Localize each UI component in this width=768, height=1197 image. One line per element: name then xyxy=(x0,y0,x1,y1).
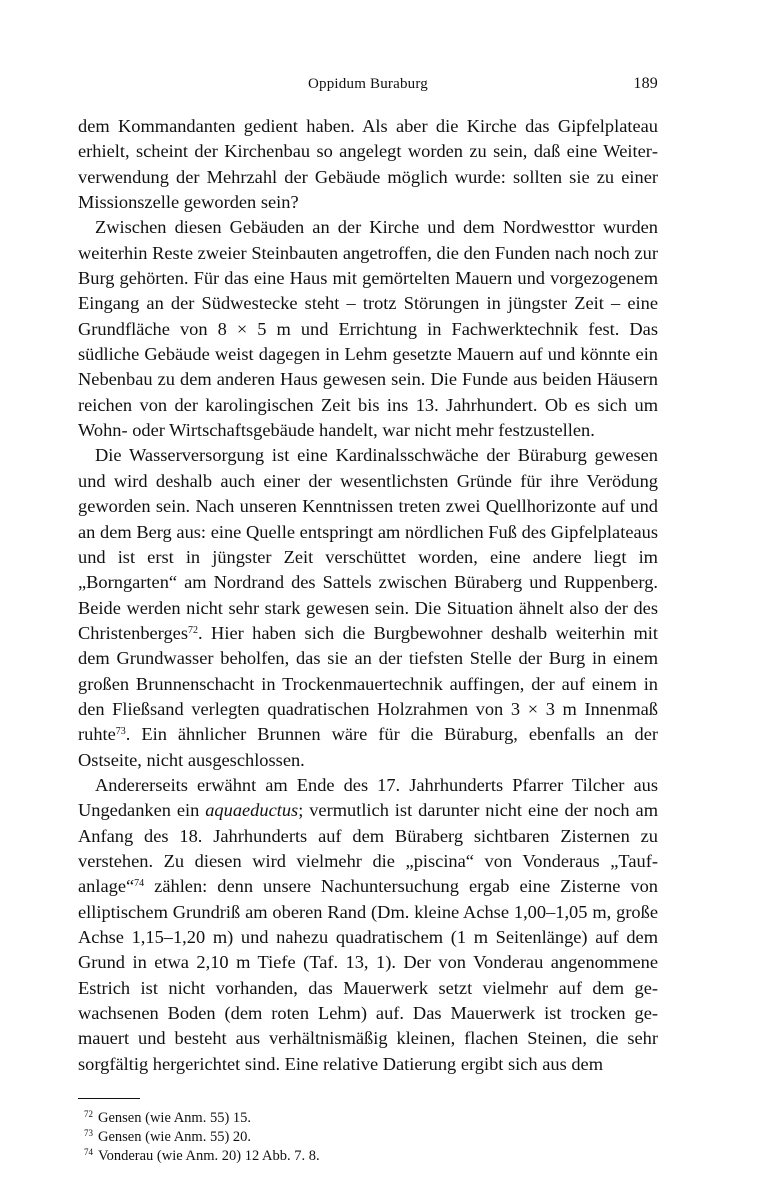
footnote-text: Gensen (wie Anm. 55) 15. xyxy=(98,1110,252,1127)
footnote-number: 73 xyxy=(84,1128,93,1139)
book-page xyxy=(78,72,658,1166)
footnote xyxy=(78,1147,658,1166)
page-number: 189 xyxy=(633,75,658,92)
text-run: Die Wasserversorgung ist eine Kardinalsschwäche der Büraburg gewesen und wird deshalb auch einer der wesentlichsten Gründe für ihre Verödung geworden sein. Nach unseren Kenntnissen treten zwei Quellhorizonte auf und an dem Berg aus: eine Quelle entspringt am nördlichen Fuß des Gipfelplateaus und ist erst in jüngster Zeit verschüttet worden, eine andere liegt im „Borngarten“ am Nordrand des Sattels zwischen Büraberg und Ruppenberg. Beide werden nicht sehr stark gewesen sein. Die Situation ähnelt also der des Christenberges xyxy=(78,445,658,643)
text-run: . Hier haben sich die Burgbewohner deshalb weiterhin mit dem Grundwasser beholfen, das sie an der tiefsten Stelle der Burg in einem großen Brunnenschacht in Trockenmauertechnik auffingen, der auf einem in den Fließsand verlegten quadratischen Holzrahmen von 3 × 3 m Innenmaß ruhte xyxy=(78,622,658,745)
footnote-reference: 73 xyxy=(115,726,126,738)
text-run: Zwischen diesen Gebäuden an der Kirche und dem Nordwesttor wurden weiterhin Reste zweier Steinbauten angetroffen, die den Funden nach noch zur Burg gehörten. Für das eine Haus mit gemörtelten Mauern und vorgezogenem Eingang an der Südwestecke steht – trotz Störungen in jüngster Zeit – eine Grundfläche von 8 × 5 m und Errichtung in Fachwerktechnik fest. Das südliche Gebäude weist dagegen in Lehm gesetzte Mauern auf und könnte ein Nebenbau zu dem anderen Haus gewesen sein. Die Funde aus beiden Häusern reichen von der karolingischen Zeit bis ins 13. Jahrhundert. Ob es sich um Wohn- oder Wirtschaftsgebäude handelt, war nicht mehr festzustellen. xyxy=(78,217,658,441)
footnote xyxy=(78,1128,658,1147)
text-run: zählen: denn unsere Nachuntersuchung ergab eine Zisterne von elliptischem Grundriß am oberen Rand (Dm. kleine Achse 1,00–1,05 m, große Achse 1,15–1,20 m) und nahezu quadratischem (1 m Seitenlänge) auf dem Grund in etwa 2,10 m Tiefe (Taf. 13, 1). Der von Vonderau angenommene Estrich ist nicht vorhanden, das Mauerwerk setzt vielmehr auf dem gewachsenen Boden (dem roten Lehm) auf. Das Mauerwerk ist trocken gemauert und besteht aus verhältnismäßig kleinen, flachen Steinen, die sehr sorgfältig hergerichtet sind. Eine relative Datierung ergibt sich aus dem xyxy=(78,876,658,1074)
paragraph xyxy=(78,114,658,215)
footnote-text: Gensen (wie Anm. 55) 20. xyxy=(98,1129,252,1146)
footnote-number: 72 xyxy=(84,1109,93,1120)
footnote xyxy=(78,1109,658,1128)
text-run: . Ein ähnlicher Brunnen wäre für die Büraburg, ebenfalls an der Ostseite, nicht ausgeschlossen. xyxy=(78,724,658,770)
running-head xyxy=(78,72,658,100)
footnotes xyxy=(78,1109,658,1166)
footnote-divider xyxy=(78,1098,140,1099)
text-run: Andererseits erwähnt am Ende des 17. Jahrhunderts Pfarrer Tilcher aus Ungedanken ein xyxy=(78,774,658,821)
paragraph xyxy=(78,773,658,1077)
footnote-reference: 72 xyxy=(188,624,198,636)
running-title: Oppidum Buraburg xyxy=(308,76,428,92)
paragraph xyxy=(78,443,658,772)
footnote-reference: 74 xyxy=(134,878,145,890)
text-run: ; vermutlich ist darunter nicht eine der noch am Anfang des 18. Jahrhunderts auf dem Büraberg sichtbaren Zisternen zu verstehen. Zu diesen wird vielmehr die „piscina“ von Vonderaus „Taufanlage“ xyxy=(78,800,658,897)
body-text xyxy=(78,114,658,1077)
paragraph xyxy=(78,215,658,443)
italic-text: aquaeductus xyxy=(205,800,299,821)
footnote-text: Vonderau (wie Anm. 20) 12 Abb. 7. 8. xyxy=(98,1148,320,1165)
footnote-number: 74 xyxy=(84,1147,93,1158)
text-run: dem Kommandanten gedient haben. Als aber die Kirche das Gipfelplateau erhielt, scheint der Kirchenbau so angelegt worden zu sein, daß eine Weiterverwendung der Mehrzahl der Gebäude möglich wurde: sollten sie zu einer Missionszelle geworden sein? xyxy=(78,116,658,213)
